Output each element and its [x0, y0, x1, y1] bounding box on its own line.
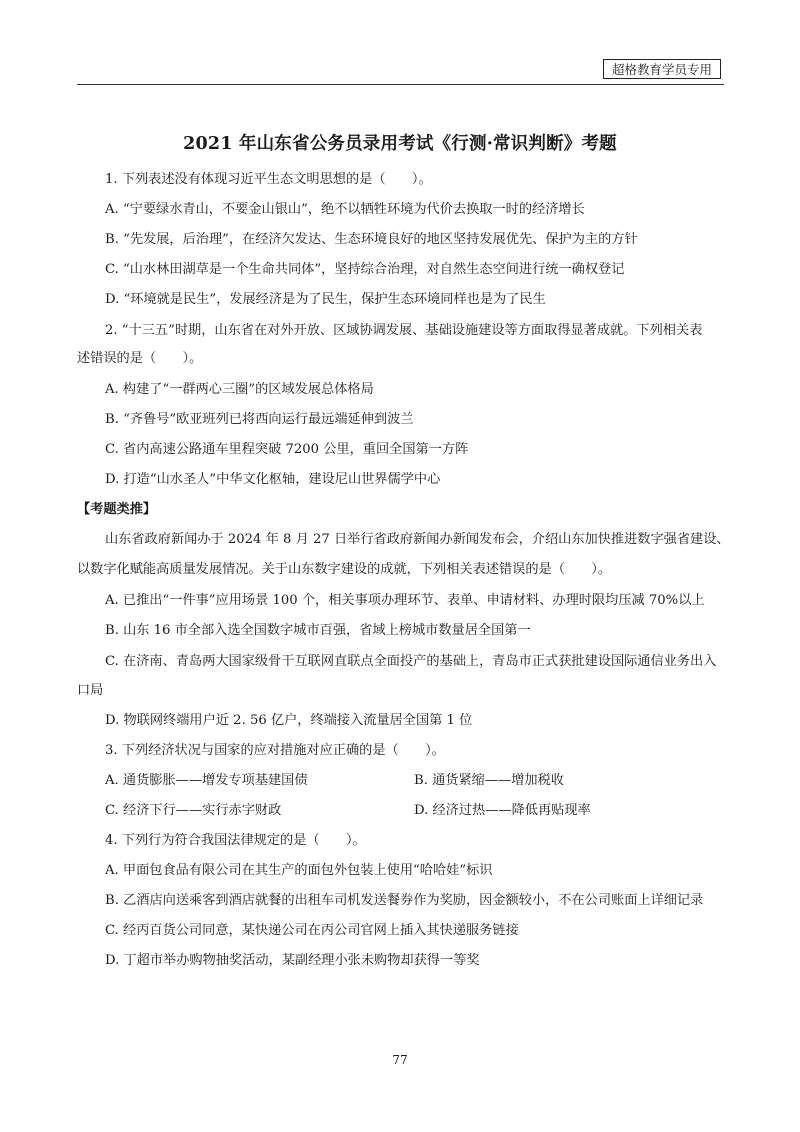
q2-option-d: D. 打造“山水圣人”中华文化枢轴，建设尼山世界儒学中心	[105, 472, 441, 487]
q3-option-b: B. 通货紧缩——增加税收	[414, 773, 564, 788]
similar-option-c-line2: 口局	[77, 683, 104, 698]
q1-option-c: C. “山水林田湖草是一个生命共同体”，坚持综合治理，对自然生态空间进行统一确权登记	[105, 262, 625, 277]
q4-option-c: C. 经丙百货公司同意，某快递公司在丙公司官网上插入其快递服务链接	[105, 923, 519, 938]
header-rule	[77, 84, 724, 85]
similar-option-b: B. 山东 16 市全部入选全国数字城市百强，省域上榜城市数量居全国第一	[105, 623, 531, 638]
usage-stamp: 超格教育学员专用	[603, 59, 721, 79]
q3-option-d: D. 经济过热——降低再贴现率	[414, 803, 591, 818]
page-number: 77	[392, 1053, 408, 1067]
similar-option-a: A. 已推出“一件事”应用场景 100 个，相关事项办理环节、表单、申请材料、办理时限均压减 70%以上	[105, 593, 705, 608]
similar-option-c-line1: C. 在济南、青岛两大国家级骨干互联网直联点全面投产的基础上，青岛市正式获批建设国际通信业务出入	[105, 654, 717, 669]
q1-option-d: D. “环境就是民生”，发展经济是为了民生，保护生态环境同样也是为了民生	[105, 292, 546, 307]
q2-stem-line1: 2. “十三五”时期，山东省在对外开放、区域协调发展、基础设施建设等方面取得显著成就。下列相关表	[105, 323, 703, 338]
similar-stem-line1: 山东省政府新闻办于 2024 年 8 月 27 日举行省政府新闻办新闻发布会，介绍山东加快推进数字强省建设、	[105, 532, 730, 547]
q3-stem: 3. 下列经济状况与国家的应对措施对应正确的是（ ）。	[105, 743, 445, 758]
q2-option-c: C. 省内高速公路通车里程突破 7200 公里，重回全国第一方阵	[105, 442, 469, 457]
q1-option-b: B. “先发展，后治理”，在经济欠发达、生态环境良好的地区坚持发展优先、保护为主的方针	[105, 232, 638, 247]
q1-option-a: A. “宁要绿水青山，不要金山银山”，绝不以牺牲环境为代价去换取一时的经济增长	[105, 202, 585, 217]
q4-option-a: A. 甲面包食品有限公司在其生产的面包外包装上使用“哈哈娃”标识	[105, 863, 493, 878]
similar-option-d: D. 物联网终端用户近 2. 56 亿户，终端接入流量居全国第 1 位	[105, 713, 473, 728]
page-title: 2021 年山东省公务员录用考试《行测·常识判断》考题	[183, 134, 617, 154]
q1-stem: 1. 下列表述没有体现习近平生态文明思想的是（ ）。	[105, 172, 432, 187]
q4-option-d: D. 丁超市举办购物抽奖活动，某副经理小张未购物却获得一等奖	[105, 953, 480, 968]
similar-stem-line2: 以数字化赋能高质量发展情况。关于山东数字建设的成就，下列相关表述错误的是（ ）。	[77, 562, 612, 577]
q2-option-b: B. “齐鲁号”欧亚班列已将西向运行最远端延伸到波兰	[105, 412, 414, 427]
q3-option-c: C. 经济下行——实行赤字财政	[105, 803, 282, 818]
q2-option-a: A. 构建了“一群两心三圈”的区域发展总体格局	[105, 382, 374, 397]
similar-heading: 【考题类推】	[77, 502, 157, 517]
q2-stem-line2: 述错误的是（ ）。	[77, 351, 203, 366]
q4-option-b: B. 乙酒店向送乘客到酒店就餐的出租车司机发送餐券作为奖励，因金额较小，不在公司账面上详细记录	[105, 893, 704, 908]
q4-stem: 4. 下列行为符合我国法律规定的是（ ）。	[105, 833, 366, 848]
q3-option-a: A. 通货膨胀——增发专项基建国债	[105, 773, 308, 788]
